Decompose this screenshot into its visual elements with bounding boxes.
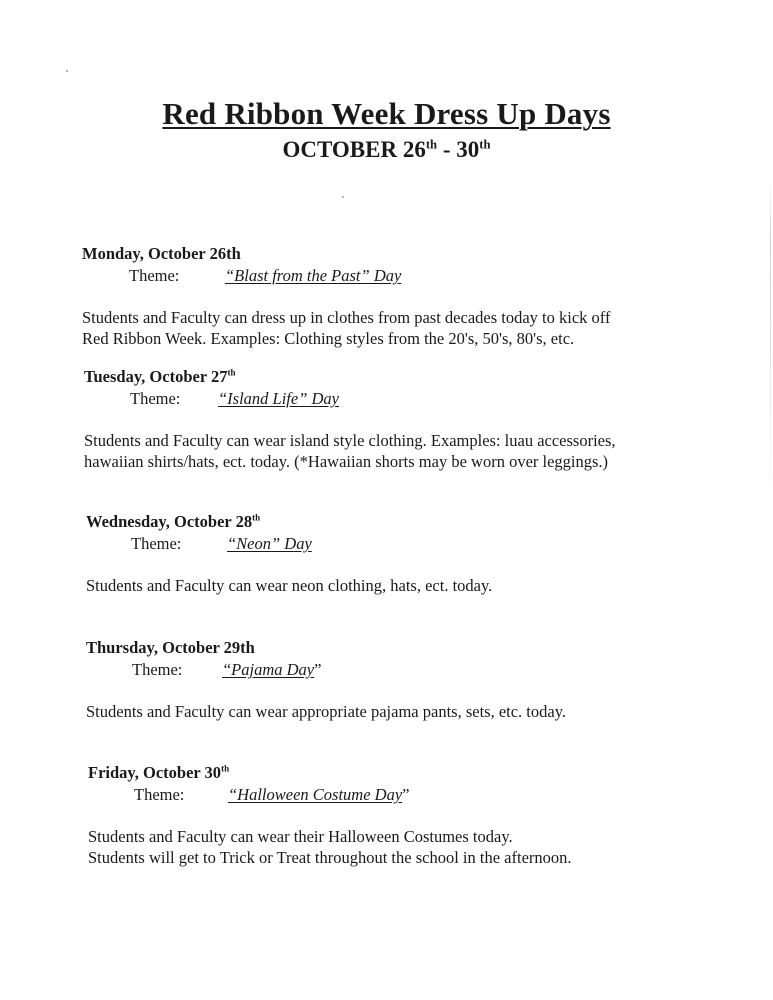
date-range-start-suffix: th	[425, 137, 438, 152]
scan-edge-mark	[770, 180, 771, 500]
theme-label: Theme:	[134, 785, 185, 804]
theme-tail: ”	[402, 785, 410, 804]
day-heading	[82, 244, 773, 264]
theme-value: “Pajama Day	[222, 660, 315, 679]
day-heading-suffix: th	[221, 763, 230, 774]
day-section-friday	[0, 763, 773, 868]
day-description	[82, 307, 773, 349]
day-section-monday	[0, 244, 773, 349]
theme-line	[132, 660, 773, 680]
day-section-tuesday	[0, 367, 773, 472]
date-range-subtitle	[0, 137, 773, 163]
theme-label: Theme:	[132, 660, 183, 679]
description-line: Students will get to Trick or Treat throughout the school in the afternoon.	[88, 848, 572, 867]
day-heading-text: Friday, October 30	[88, 763, 222, 782]
description-line: hawaiian shirts/hats, ect. today. (*Hawaiian shorts may be worn over leggings.)	[84, 452, 609, 471]
day-section-wednesday	[0, 512, 773, 596]
day-description	[86, 575, 773, 596]
day-section-thursday	[0, 638, 773, 722]
day-heading	[84, 367, 773, 387]
description-line: Students and Faculty can wear their Halloween Costumes today.	[88, 827, 513, 846]
theme-line	[129, 266, 773, 286]
day-heading-text: Tuesday, October 27	[84, 367, 228, 386]
day-heading	[88, 763, 773, 783]
day-description	[86, 701, 773, 722]
theme-line	[134, 785, 773, 805]
description-line: Students and Faculty can dress up in clothes from past decades today to kick off	[82, 308, 611, 327]
day-description	[84, 430, 773, 472]
date-range-end-suffix: th	[479, 137, 491, 152]
day-heading-text: Thursday, October 29th	[86, 638, 255, 657]
day-heading	[86, 638, 773, 658]
scan-speck	[342, 196, 344, 198]
day-heading	[86, 512, 773, 532]
theme-label: Theme:	[130, 389, 181, 408]
description-line: Students and Faculty can wear island style clothing. Examples: luau accessories,	[84, 431, 616, 450]
description-line: Red Ribbon Week. Examples: Clothing styles from the 20's, 50's, 80's, etc.	[82, 329, 575, 348]
date-range-start: OCTOBER 26	[282, 137, 426, 162]
theme-label: Theme:	[131, 534, 182, 553]
theme-value: “Island Life” Day	[218, 389, 340, 408]
day-heading-suffix: th	[227, 367, 236, 378]
description-line: Students and Faculty can wear appropriate pajama pants, sets, etc. today.	[86, 702, 567, 721]
day-heading-suffix: th	[252, 512, 261, 523]
description-line: Students and Faculty can wear neon clothing, hats, ect. today.	[86, 576, 493, 595]
document-title: Red Ribbon Week Dress Up Days	[162, 96, 611, 131]
theme-value: “Halloween Costume Day	[228, 785, 403, 804]
theme-label: Theme:	[129, 266, 180, 285]
day-heading-text: Wednesday, October 28	[86, 512, 253, 531]
theme-line	[131, 534, 773, 554]
theme-tail: ”	[314, 660, 322, 679]
scan-speck	[66, 70, 68, 72]
theme-value: “Neon” Day	[227, 534, 312, 553]
day-heading-text: Monday, October 26th	[82, 244, 241, 263]
date-range-separator: - 30	[437, 137, 480, 162]
theme-line	[130, 389, 773, 409]
day-description	[88, 826, 773, 868]
theme-value: “Blast from the Past” Day	[225, 266, 402, 285]
